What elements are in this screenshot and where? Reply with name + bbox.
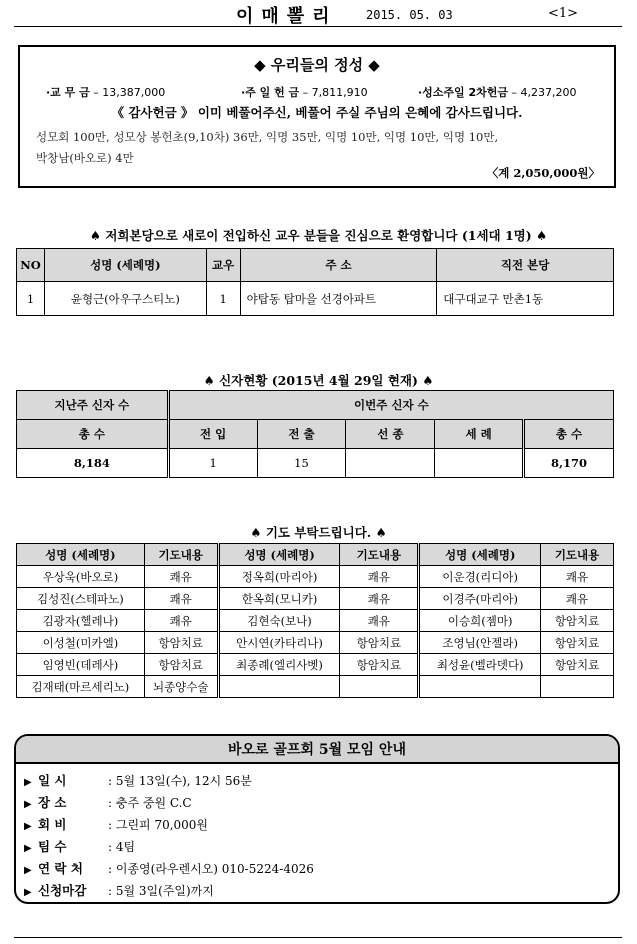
cell-name: 김현숙(보나) <box>218 610 340 632</box>
table-header-row <box>17 544 614 566</box>
census-table <box>16 390 614 478</box>
census-heading: ♠ 신자현황 (2015년 4월 29일 현재) ♠ <box>203 373 434 388</box>
tithe-label: ·교 무 금 <box>46 86 90 99</box>
cell-last-total: 8,184 <box>17 449 169 478</box>
cell-transfer-in: 1 <box>168 449 257 478</box>
thanks-line-1: 성모회 100만, 성모상 봉헌초(9,10차) 36만, 익명 35만, 익명 10만, 익명 10만, 익명 10만, <box>36 130 499 144</box>
this-week-header: 이번주 신자 수 <box>168 391 613 420</box>
item-label: 연 락 처 <box>38 861 83 876</box>
table-row <box>17 282 614 316</box>
page-number: <1> <box>548 6 579 21</box>
col-transfer-out: 전 출 <box>257 420 346 449</box>
triangle-bullet-icon: ▶ <box>24 843 32 854</box>
item-value: : 이종영(라우렌시오) 010-5224-4026 <box>108 862 314 876</box>
item-value: : 그린피 70,000원 <box>108 818 209 832</box>
cell-name: 윤형근(아우구스티노) <box>44 282 206 316</box>
cell-name: 임영빈(데레사) <box>17 654 145 676</box>
cell-count: 1 <box>206 282 240 316</box>
cell-name: 조영님(안젤라) <box>419 632 541 654</box>
cell-intent: 쾌유 <box>144 610 218 632</box>
cell-name: 최종례(엘리사벳) <box>218 654 340 676</box>
col-name: 성명 (세례명) <box>419 544 541 566</box>
col-intent: 기도내용 <box>541 544 614 566</box>
second-collection-amount <box>418 84 577 100</box>
table-header-row <box>17 391 614 420</box>
cell-name: 이성철(미카엘) <box>17 632 145 654</box>
cell-deceased <box>346 449 435 478</box>
col-transfer-in: 전 입 <box>168 420 257 449</box>
table-row <box>17 632 614 654</box>
item-value: : 4팀 <box>108 840 136 854</box>
col-name: 성명 (세례명) <box>44 249 206 282</box>
col-total: 총 수 <box>524 420 614 449</box>
cell-intent: 쾌유 <box>340 566 419 588</box>
col-address: 주 소 <box>240 249 437 282</box>
item-value: : 충주 중원 C.C <box>108 796 192 810</box>
thanks-total: 〈계 2,050,000원〉 <box>486 166 600 180</box>
cell-name: 우상욱(바오로) <box>17 566 145 588</box>
list-item <box>24 792 314 814</box>
cell-name: 안시연(카타리나) <box>218 632 340 654</box>
table-header-row <box>17 420 614 449</box>
cell-intent <box>541 676 614 698</box>
sunday-label: ·주 일 헌 금 <box>241 86 300 99</box>
triangle-bullet-icon: ▶ <box>24 821 32 832</box>
list-item <box>24 880 314 902</box>
bulletin-date: 2015. 05. 03 <box>366 8 453 22</box>
tithe-amount <box>46 84 165 100</box>
item-label: 회 비 <box>38 817 67 832</box>
bulletin-title: 이매뽈리 <box>236 6 338 27</box>
last-week-header: 지난주 신자 수 <box>17 391 169 420</box>
cell-name: 김광자(헬레나) <box>17 610 145 632</box>
cell-intent: 쾌유 <box>340 610 419 632</box>
cell-intent: 쾌유 <box>144 566 218 588</box>
cell-name: 김성진(스테파노) <box>17 588 145 610</box>
cell-intent: 쾌유 <box>144 588 218 610</box>
cell-total: 8,170 <box>524 449 614 478</box>
prayer-heading: ♠ 기도 부탁드립니다. ♠ <box>250 525 387 540</box>
cell-intent: 항암치료 <box>541 632 614 654</box>
offering-title: ◆ 우리들의 정성 ◆ <box>254 56 380 74</box>
cell-address: 야탑동 탑마을 선경아파트 <box>240 282 437 316</box>
table-row <box>17 566 614 588</box>
col-intent: 기도내용 <box>340 544 419 566</box>
cell-no: 1 <box>17 282 45 316</box>
cell-intent: 항암치료 <box>541 654 614 676</box>
item-label: 팀 수 <box>38 839 67 854</box>
col-baptism: 세 례 <box>435 420 524 449</box>
newmembers-heading: ♠ 저희본당으로 새로이 전입하신 교우 분들을 진심으로 환영합니다 (1세대 1명) ♠ <box>89 228 548 243</box>
footer-rule <box>14 937 622 938</box>
cell-intent: 항암치료 <box>144 632 218 654</box>
cell-prev-parish: 대구대교구 만촌1동 <box>437 282 614 316</box>
table-row <box>17 588 614 610</box>
cell-name <box>218 676 340 698</box>
item-label: 신청마감 <box>38 883 87 898</box>
item-label: 일 시 <box>38 773 67 788</box>
list-item <box>24 836 314 858</box>
list-item <box>24 858 314 880</box>
cell-intent: 항암치료 <box>340 632 419 654</box>
bulletin-header <box>14 0 622 27</box>
golf-notice-title: 바오로 골프회 5월 모임 안내 <box>16 736 618 764</box>
cell-baptism <box>435 449 524 478</box>
cell-intent <box>340 676 419 698</box>
tithe-value: – 13,387,000 <box>93 86 166 99</box>
col-name: 성명 (세례명) <box>17 544 145 566</box>
triangle-bullet-icon: ▶ <box>24 799 32 810</box>
cell-intent: 뇌종양수술 <box>144 676 218 698</box>
triangle-bullet-icon: ▶ <box>24 865 32 876</box>
thanks-offering-list <box>36 127 596 169</box>
cell-intent: 쾌유 <box>541 588 614 610</box>
second-label: ·성소주일 2차헌금 <box>418 86 509 99</box>
col-name: 성명 (세례명) <box>218 544 340 566</box>
cell-name: 정옥희(마리아) <box>218 566 340 588</box>
sunday-value: – 7,811,910 <box>302 86 368 99</box>
cell-intent: 쾌유 <box>541 566 614 588</box>
sunday-amount <box>241 84 368 100</box>
col-no: NO <box>17 249 45 282</box>
cell-name: 최성윤(벨라뎃다) <box>419 654 541 676</box>
table-header-row <box>17 249 614 282</box>
thanks-line-2: 박창남(바오로) 4만 <box>36 151 134 165</box>
table-row <box>17 610 614 632</box>
item-value: : 5월 13일(수), 12시 56분 <box>108 774 252 788</box>
cell-intent: 쾌유 <box>340 588 419 610</box>
col-prev-parish: 직전 본당 <box>437 249 614 282</box>
cell-name: 이운경(리디아) <box>419 566 541 588</box>
golf-notice-box <box>14 734 620 904</box>
triangle-bullet-icon: ▶ <box>24 777 32 788</box>
second-value: – 4,237,200 <box>511 86 577 99</box>
offering-box <box>18 45 616 188</box>
table-row <box>17 676 614 698</box>
cell-name <box>419 676 541 698</box>
prayer-table <box>16 543 614 698</box>
cell-name: 한옥희(모니카) <box>218 588 340 610</box>
item-value: : 5월 3일(주일)까지 <box>108 884 214 898</box>
list-item <box>24 770 314 792</box>
cell-intent: 항암치료 <box>541 610 614 632</box>
cell-intent: 항암치료 <box>340 654 419 676</box>
cell-transfer-out: 15 <box>257 449 346 478</box>
col-count: 교우 <box>206 249 240 282</box>
col-deceased: 선 종 <box>346 420 435 449</box>
table-row <box>17 449 614 478</box>
triangle-bullet-icon: ▶ <box>24 887 32 898</box>
last-total-header: 총 수 <box>17 420 169 449</box>
table-row <box>17 654 614 676</box>
golf-details-list <box>24 770 314 902</box>
thanks-offering-heading: 《 감사헌금 》 이미 베풀어주신, 베풀어 주실 주님의 은혜에 감사드립니다. <box>111 105 523 120</box>
cell-name: 이경주(마리아) <box>419 588 541 610</box>
cell-name: 김재태(마르세리노) <box>17 676 145 698</box>
list-item <box>24 814 314 836</box>
item-label: 장 소 <box>38 795 67 810</box>
cell-intent: 항암치료 <box>144 654 218 676</box>
col-intent: 기도내용 <box>144 544 218 566</box>
newmembers-table <box>16 248 614 316</box>
cell-name: 이승희(젬마) <box>419 610 541 632</box>
